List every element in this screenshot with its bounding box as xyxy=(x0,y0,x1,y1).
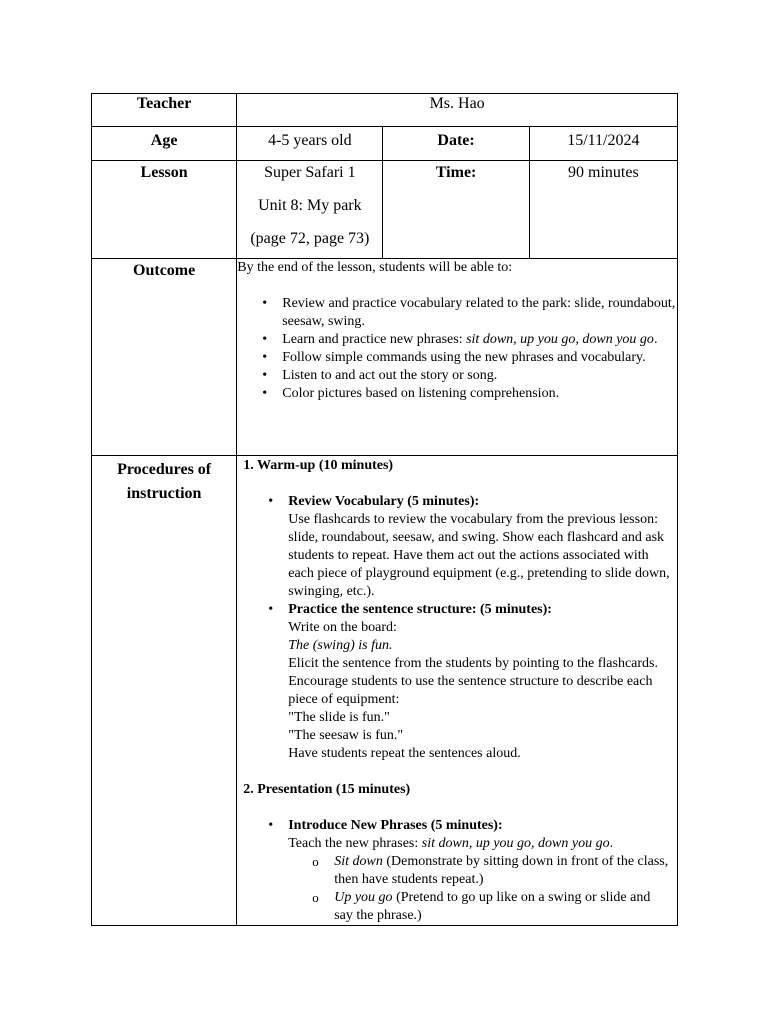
outcome-row xyxy=(92,259,678,456)
lesson-row xyxy=(92,161,678,259)
date-value: 15/11/2024 xyxy=(529,127,677,161)
practice-title: • Practice the sentence structure: (5 minutes): xyxy=(288,602,552,617)
practice-line: Write on the board: xyxy=(288,620,397,635)
lesson-pages: (page 72, page 73) xyxy=(250,230,370,247)
phrase-item: o Up you go (Pretend to go up like on a swing or slide and say the phrase.) xyxy=(334,889,671,925)
teacher-value: Ms. Hao xyxy=(237,94,678,127)
review-text: Use flashcards to review the vocabulary from the previous lesson: slide, roundabout, seesaw, and swing. Show each flashcard and ask students to repeat. Have them act out the actions associated with each piece of playground equipment (e.g., pretending to slide down, swinging, etc.). xyxy=(288,512,670,599)
outcome-item: • Listen to and act out the story or song. xyxy=(282,367,677,385)
presentation-list xyxy=(243,817,671,925)
time-value: 90 minutes xyxy=(529,161,677,259)
lesson-value xyxy=(237,161,383,259)
outcome-item: • Review and practice vocabulary related to the park: slide, roundabout, seesaw, swing. xyxy=(282,295,677,331)
age-label: Age xyxy=(92,127,237,161)
warmup-title: 1. Warm-up (10 minutes) xyxy=(243,458,394,473)
age-value: 4-5 years old xyxy=(237,127,383,161)
outcome-item: • Learn and practice new phrases: sit down, up you go, down you go. xyxy=(282,331,677,349)
procedures-label: Procedures of instruction xyxy=(92,456,237,926)
lesson-unit: Unit 8: My park xyxy=(258,197,362,214)
phrase-list xyxy=(288,853,671,925)
phrase-item: o Sit down (Demonstrate by sitting down in front of the class, then have students repeat.) xyxy=(334,853,671,889)
lesson-label: Lesson xyxy=(92,161,237,259)
warmup-practice xyxy=(288,601,671,763)
outcome-item: • Color pictures based on listening comprehension. xyxy=(282,385,677,403)
practice-quote: "The slide is fun." xyxy=(288,710,390,725)
outcome-content xyxy=(237,259,678,456)
lesson-book: Super Safari 1 xyxy=(264,164,356,181)
age-row xyxy=(92,127,678,161)
practice-quote: "The seesaw is fun." xyxy=(288,728,404,743)
warmup-list xyxy=(243,493,671,763)
warmup-review xyxy=(288,493,671,601)
outcome-item: • Follow simple commands using the new phrases and vocabulary. xyxy=(282,349,677,367)
time-label: Time: xyxy=(383,161,529,259)
outcome-list xyxy=(237,295,677,403)
date-label: Date: xyxy=(383,127,529,161)
review-title: • Review Vocabulary (5 minutes): xyxy=(288,494,480,509)
procedures-row xyxy=(92,456,678,926)
outcome-intro: By the end of the lesson, students will be able to: xyxy=(237,260,513,275)
outcome-label: Outcome xyxy=(92,259,237,456)
practice-end: Have students repeat the sentences aloud. xyxy=(288,746,521,761)
practice-example: The (swing) is fun. xyxy=(288,638,393,653)
teacher-row xyxy=(92,94,678,127)
intro-title: • Introduce New Phrases (5 minutes): xyxy=(288,818,503,833)
procedures-content xyxy=(237,456,678,926)
teacher-label: Teacher xyxy=(92,94,237,127)
lesson-plan-table xyxy=(91,93,678,926)
presentation-intro xyxy=(288,817,671,925)
teach-line: Teach the new phrases: sit down, up you go, down you go. xyxy=(288,836,614,851)
presentation-title: 2. Presentation (15 minutes) xyxy=(243,782,411,797)
practice-text: Elicit the sentence from the students by pointing to the flashcards. Encourage students to use the sentence structure to describe each piece of equipment: xyxy=(288,656,658,707)
